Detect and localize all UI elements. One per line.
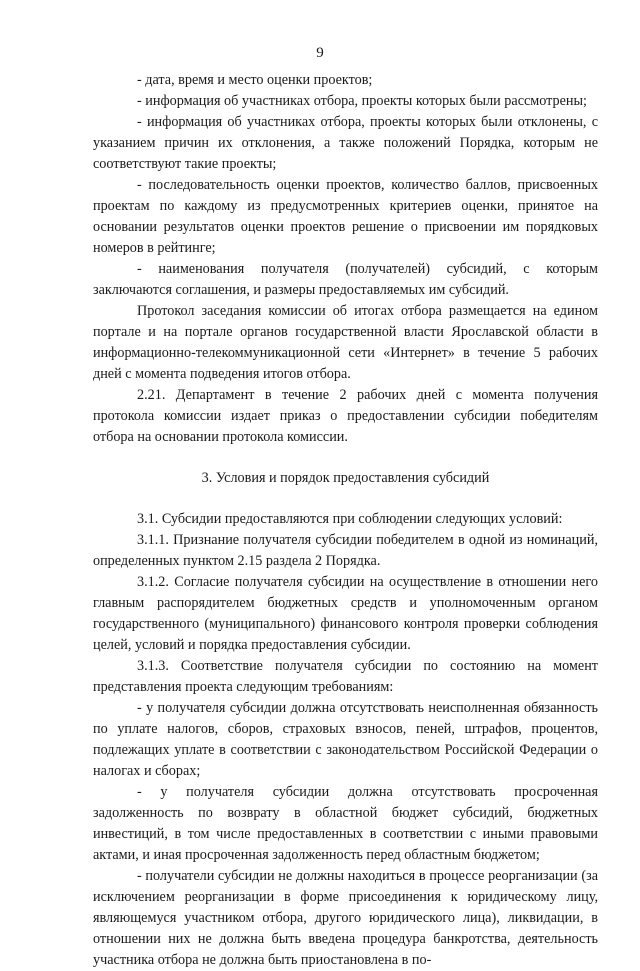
paragraph: - последовательность оценки проектов, количество баллов, присвоенных проектам по каждому из предусмотренных критериев оценки, принятое на основании результатов оценки проектов решение о присвоении им порядковых номеров в рейтинге; xyxy=(93,177,598,256)
paragraph: 3.1.3. Соответствие получателя субсидии по состоянию на момент представления проекта следующим требованиям: xyxy=(93,658,598,695)
paragraph: - информация об участниках отбора, проекты которых были отклонены, с указанием причин их отклонения, а также положений Порядка, которым не соответствуют такие проекты; xyxy=(93,114,598,172)
paragraph: 3.1.2. Согласие получателя субсидии на осуществление в отношении него главным распорядителем бюджетных средств и уполномоченным органом государственного (муниципального) финансового контроля проверки соблюдения целей, условий и порядка предоставления субсидии. xyxy=(93,574,598,653)
paragraph: - дата, время и место оценки проектов; xyxy=(137,72,373,88)
paragraph: - наименования получателя (получателей) субсидий, с которым заключаются соглашения, и размеры предоставляемых им субсидий. xyxy=(93,261,598,298)
section-heading: 3. Условия и порядок предоставления субсидий xyxy=(201,470,490,486)
paragraph: 3.1.1. Признание получателя субсидии победителем в одной из номинаций, определенных пунктом 2.15 раздела 2 Порядка. xyxy=(93,532,598,569)
paragraph: 3.1. Субсидии предоставляются при соблюдении следующих условий: xyxy=(137,511,563,527)
paragraph: - информация об участниках отбора, проекты которых были рассмотрены; xyxy=(137,93,588,109)
page-number: 9 xyxy=(316,45,324,61)
paragraph: - у получателя субсидии должна отсутствовать просроченная задолженность по возврату в областной бюджет субсидий, бюджетных инвестиций, в том числе предоставленных в соответствии с иными правовыми актами, и иная просроченная задолженность перед областным бюджетом; xyxy=(93,784,598,863)
paragraph: - получатели субсидии не должны находиться в процессе реорганизации (за исключением реорганизации в форме присоединения к юридическому лицу, являющемуся участником отбора, другого юридического лица), ликвидации, в отношении них не должна быть введена процедура банкротства, деятельность участника отбора не должна быть приостановлена в по- xyxy=(93,868,598,968)
paragraph: 2.21. Департамент в течение 2 рабочих дней с момента получения протокола комиссии издает приказ о предоставлении субсидии победителям отбора на основании протокола комиссии. xyxy=(93,387,598,445)
paragraph: Протокол заседания комиссии об итогах отбора размещается на едином портале и на портале органов государственной власти Ярославской области в информационно-телекоммуникационной сети «Интернет» в течение 5 рабочих дней с момента подведения итогов отбора. xyxy=(93,303,598,382)
document-body xyxy=(93,70,598,971)
paragraph: - у получателя субсидии должна отсутствовать неисполненная обязанность по уплате налогов, сборов, страховых взносов, пеней, штрафов, процентов, подлежащих уплате в соответствии с законодательством Российской Федерации о налогах и сборах; xyxy=(93,700,598,779)
